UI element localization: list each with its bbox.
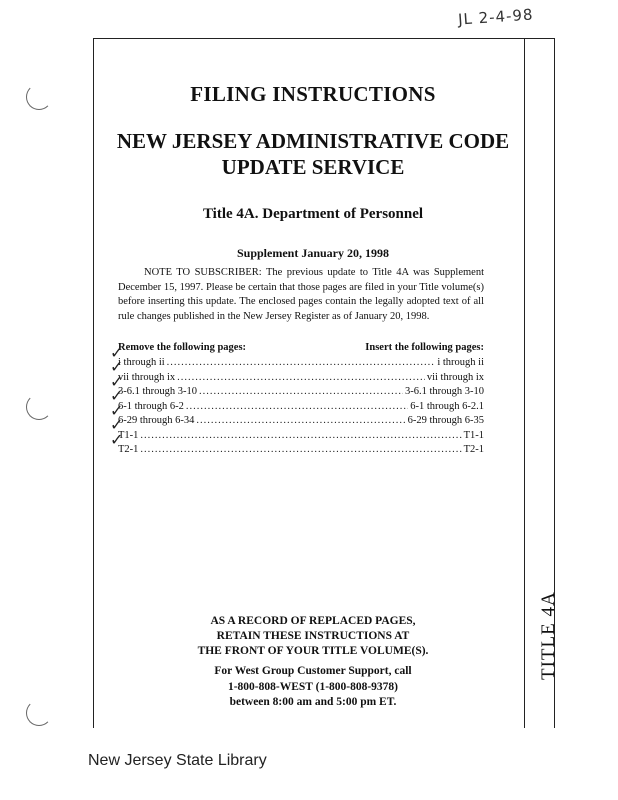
pages-list xyxy=(118,356,484,458)
checkmark-icon: ✓ xyxy=(110,357,124,376)
checkmark-icon: ✓ xyxy=(110,372,124,391)
leader-dots xyxy=(199,385,403,400)
support-hours: between 8:00 am and 5:00 pm ET. xyxy=(229,696,397,708)
tab-divider xyxy=(524,38,525,728)
insert-pages: i through ii xyxy=(437,357,484,368)
remove-pages: 3-6.1 through 3-10 xyxy=(118,386,198,397)
title-tab-label: TITLE 4A xyxy=(538,591,559,680)
leader-dots xyxy=(140,443,461,458)
checkmark-icon: ✓ xyxy=(110,343,124,362)
supplement-date: Supplement January 20, 1998 xyxy=(236,246,390,260)
record-line3: THE FRONT OF YOUR TITLE VOLUME(S). xyxy=(197,645,429,657)
remove-pages: T2-1 xyxy=(118,444,139,455)
remove-header: Remove the following pages: xyxy=(118,342,247,353)
code-heading xyxy=(108,128,518,180)
checkmark-icon: ✓ xyxy=(110,386,124,405)
record-instruction xyxy=(118,614,508,659)
remove-pages: 6-29 through 6-34 xyxy=(118,415,195,426)
leader-dots xyxy=(167,356,436,371)
page-row xyxy=(118,414,484,429)
handwritten-annotation: JL 2-4-98 xyxy=(457,5,535,29)
page-row xyxy=(118,400,484,415)
code-heading-line2: UPDATE SERVICE xyxy=(221,155,405,179)
subscriber-note: NOTE TO SUBSCRIBER: The previous update to Title 4A was Supplement December 15, 1997. Please be certain that those pages are filed in your Title volume(s) before inserting this update. The enclosed pages contain the legally adopted text of all rule changes published in the New Jersey Register as of January 20, 1998. xyxy=(118,267,484,322)
punch-hole-bottom xyxy=(26,700,52,726)
page-row xyxy=(118,443,484,458)
page-row xyxy=(118,371,484,386)
checkmark-icon: ✓ xyxy=(110,430,124,449)
insert-pages: T1-1 xyxy=(463,429,484,441)
leader-dots xyxy=(140,429,461,444)
punch-hole-middle xyxy=(26,394,52,420)
record-line2: RETAIN THESE INSTRUCTIONS AT xyxy=(216,630,410,642)
leader-dots xyxy=(177,371,425,386)
remove-pages: T1-1 xyxy=(118,429,139,441)
leader-dots xyxy=(186,400,408,415)
checkmark-icon: ✓ xyxy=(110,415,124,434)
page-row xyxy=(118,356,484,371)
page-row xyxy=(118,385,484,400)
insert-pages: 6-29 through 6-35 xyxy=(407,415,484,426)
library-stamp: New Jersey State Library xyxy=(88,752,267,769)
support-line1: For West Group Customer Support, call xyxy=(214,665,412,677)
record-line1: AS A RECORD OF REPLACED PAGES, xyxy=(210,615,416,627)
remove-pages: 6-1 through 6-2 xyxy=(118,400,184,412)
leader-dots xyxy=(196,414,405,429)
remove-pages: i through ii xyxy=(118,357,165,368)
code-heading-line1: NEW JERSEY ADMINISTRATIVE CODE xyxy=(116,129,510,153)
checkmark-icon: ✓ xyxy=(110,401,124,420)
insert-header: Insert the following pages: xyxy=(365,342,484,353)
insert-pages: 3-6.1 through 3-10 xyxy=(404,386,484,397)
insert-pages: vii through ix xyxy=(426,371,484,383)
insert-pages: T2-1 xyxy=(463,444,484,455)
customer-support xyxy=(118,664,508,711)
remove-pages: vii through ix xyxy=(118,371,176,383)
filing-instructions-heading: FILING INSTRUCTIONS xyxy=(190,82,436,106)
support-phone: 1-800-808-WEST (1-800-808-9378) xyxy=(227,680,399,693)
title-heading: Title 4A. Department of Personnel xyxy=(202,206,424,222)
insert-pages: 6-1 through 6-2.1 xyxy=(410,400,484,412)
page-row xyxy=(118,429,484,444)
punch-hole-top xyxy=(26,84,52,110)
